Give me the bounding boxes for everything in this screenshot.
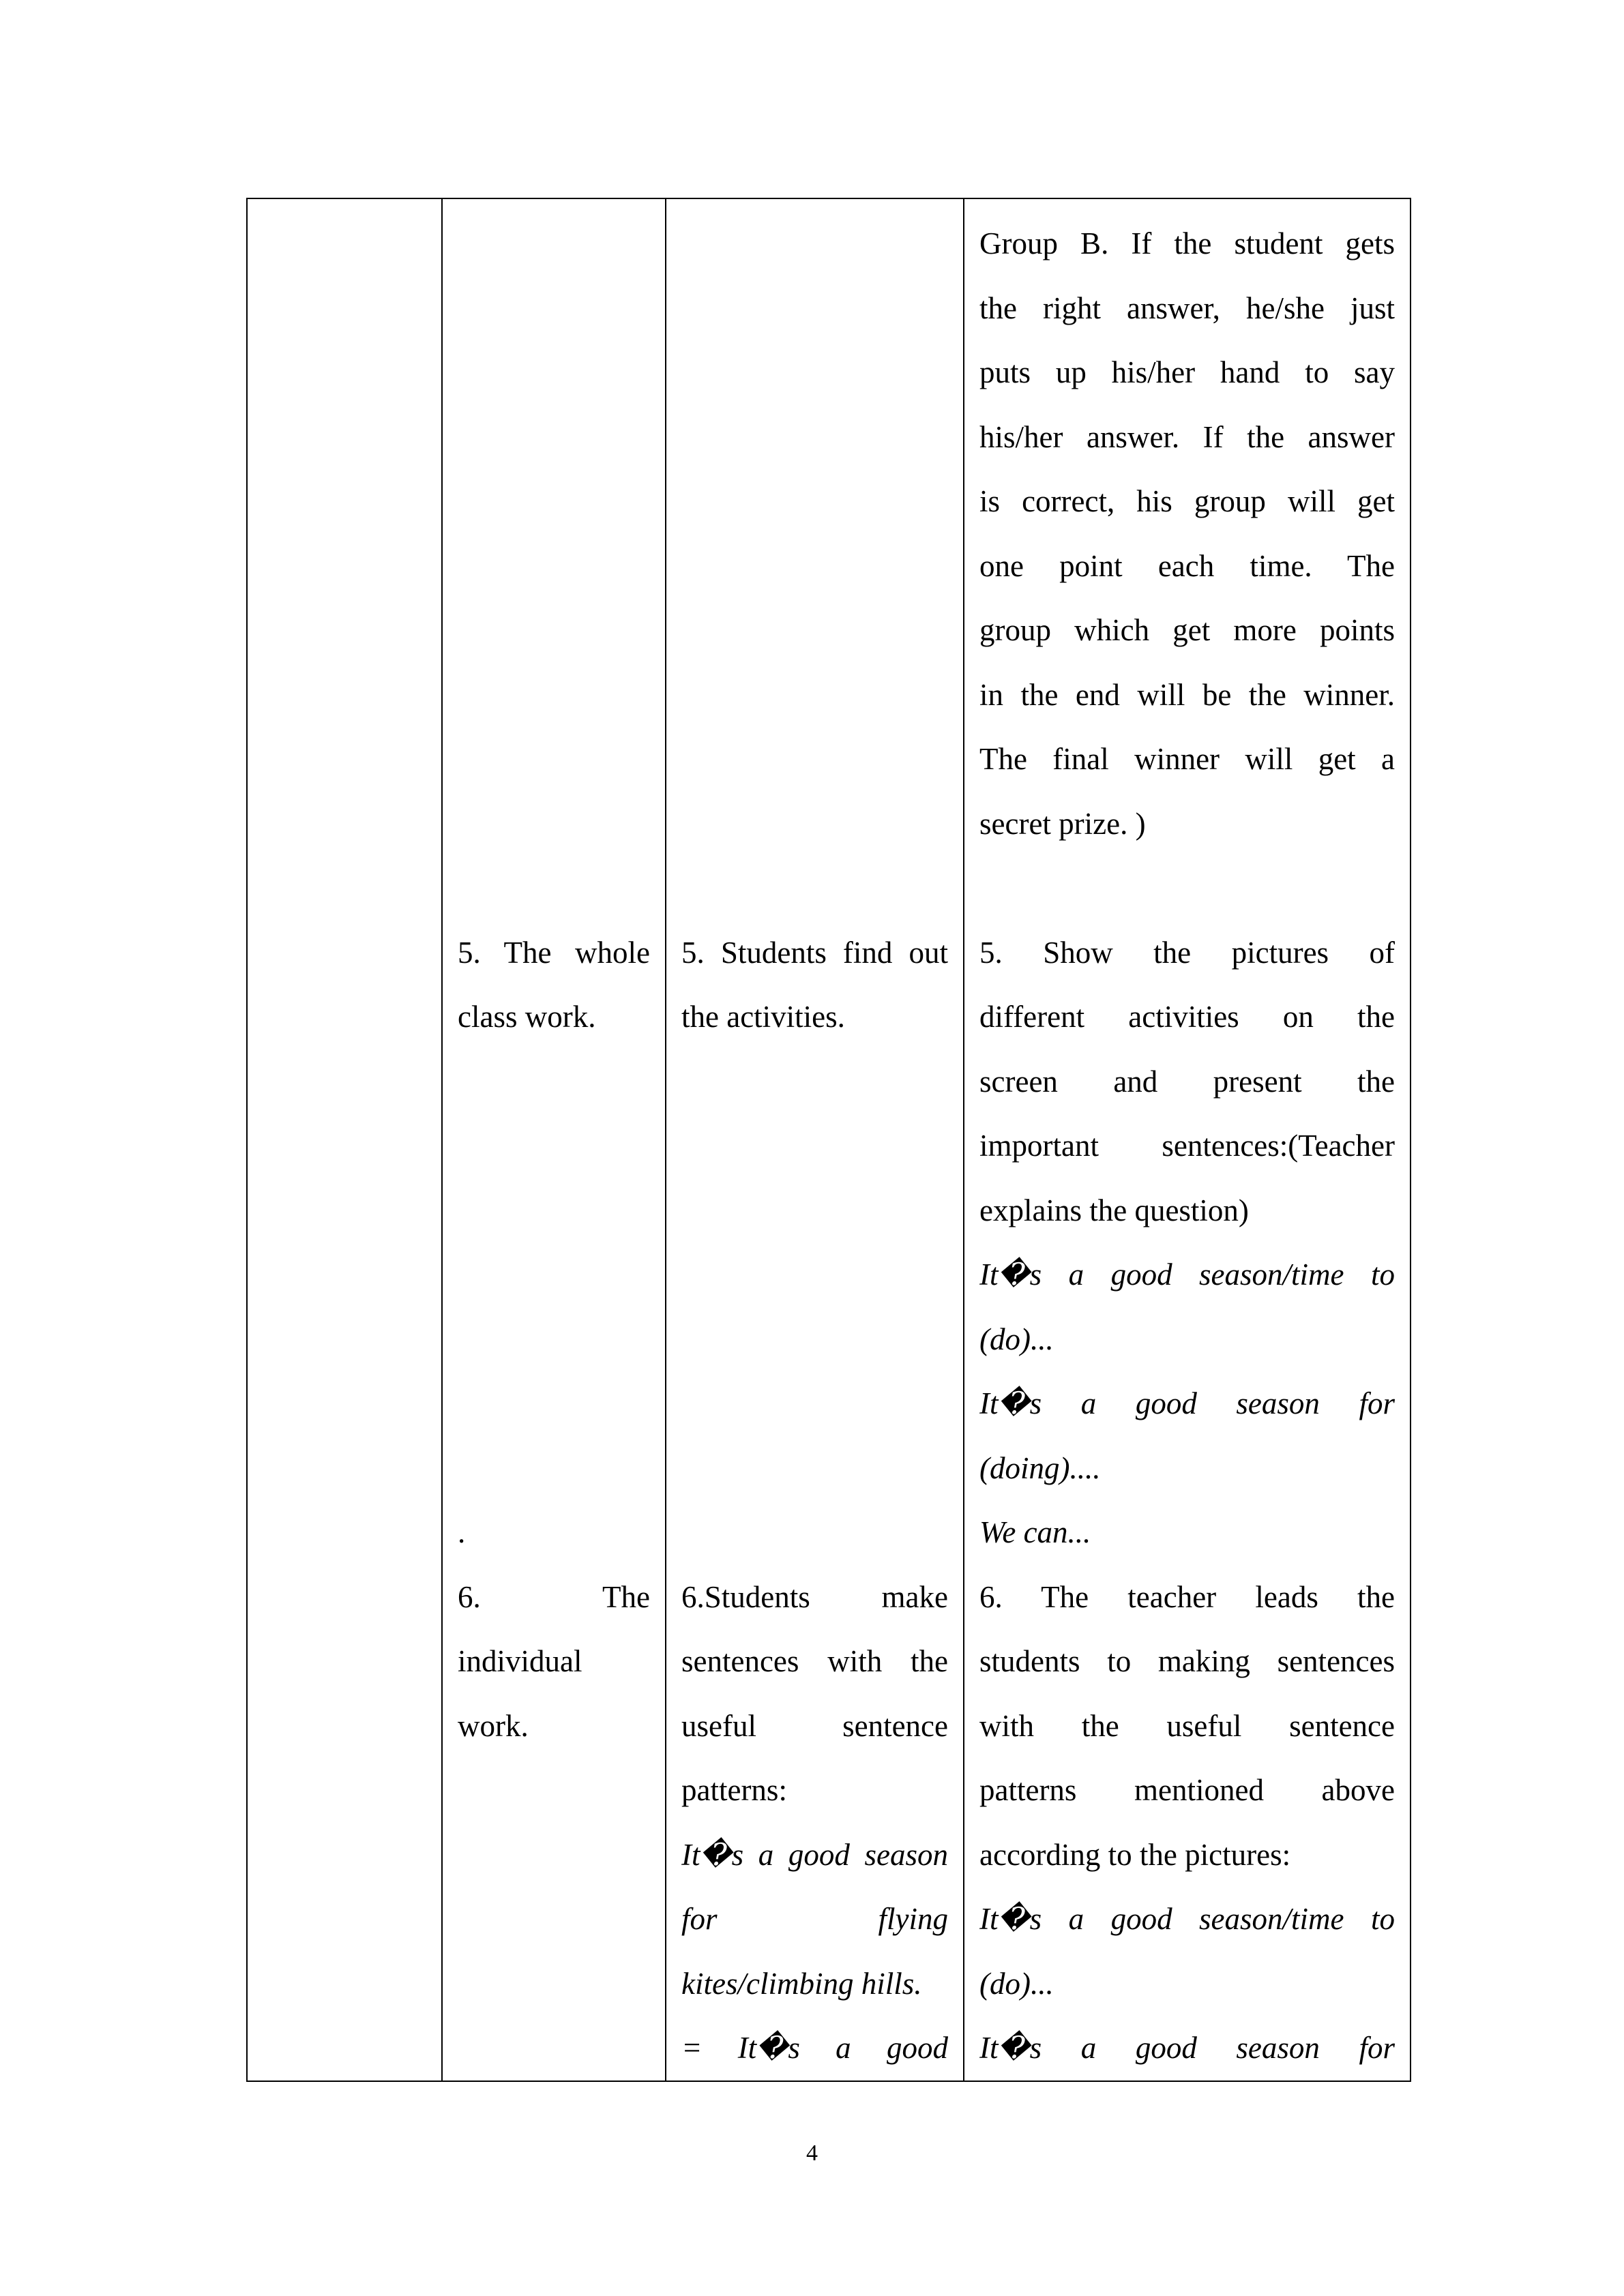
text-line: puts up his/her hand to say (979, 355, 1395, 389)
text-line: useful sentence (681, 1708, 948, 1743)
example-sentence: It�s a good season for (979, 1386, 1395, 1420)
text-line: 5. Show the pictures of (979, 935, 1395, 970)
text-line: his/her answer. If the answer (979, 419, 1395, 454)
text-line: is correct, his group will get (979, 484, 1395, 518)
example-sentence: It�s a good season/time to (979, 1902, 1395, 1936)
text-line: group which get more points (979, 613, 1395, 647)
example-sentence: It�s a good season/time to (979, 1257, 1395, 1292)
text-line: with the useful sentence (979, 1708, 1395, 1743)
text-line: individual (458, 1644, 582, 1678)
text-line: the activities. (681, 1000, 845, 1034)
text-line: 5. The whole (458, 935, 650, 970)
text-line: 5. Students find out (681, 935, 948, 970)
text-line: The final winner will get a (979, 742, 1395, 776)
text-line: in the end will be the winner. (979, 677, 1395, 712)
text-line: 6.Students make (681, 1579, 948, 1614)
text-line: according to the pictures: (979, 1837, 1291, 1872)
text-line: important sentences:(Teacher (979, 1129, 1395, 1163)
cell-student-activity (666, 198, 964, 2081)
text-line: . (458, 1515, 466, 1549)
text-line: secret prize. ) (979, 806, 1146, 841)
example-sentence: for flying (681, 1902, 948, 1936)
text-line: explains the question) (979, 1193, 1249, 1227)
page-number: 4 (806, 2141, 818, 2166)
example-sentence: (doing).... (979, 1450, 1101, 1485)
text-line: one point each time. The (979, 548, 1395, 583)
example-sentence: (do)... (979, 1966, 1054, 2001)
text-line: screen and present the (979, 1064, 1395, 1099)
text-line: the right answer, he/she just (979, 290, 1395, 325)
table-row (247, 198, 1411, 2081)
example-sentence: It�s a good season (681, 1837, 948, 1872)
example-sentence: We can... (979, 1515, 1091, 1549)
text-line: patterns: (681, 1773, 787, 1807)
text-line: class work. (458, 1000, 596, 1034)
text-line: Group B. If the student gets (979, 226, 1395, 260)
text-line: different activities on the (979, 1000, 1395, 1034)
cell-teacher-activity (964, 198, 1411, 2081)
example-sentence: (do)... (979, 1322, 1054, 1356)
example-sentence: kites/climbing hills. (681, 1966, 922, 2001)
text-line: 6. The teacher leads the (979, 1579, 1395, 1614)
text-line: patterns mentioned above (979, 1773, 1395, 1807)
example-sentence: It�s a good season for (979, 2031, 1395, 2065)
text-line: students to making sentences (979, 1644, 1395, 1678)
lesson-plan-table (246, 198, 1411, 2082)
text-line: sentences with the (681, 1644, 948, 1678)
text-line: 6. The (458, 1579, 650, 1614)
example-sentence: = It�s a good (681, 2031, 948, 2065)
cell-stage (247, 198, 442, 2081)
cell-organization (442, 198, 666, 2081)
text-line: work. (458, 1708, 529, 1743)
